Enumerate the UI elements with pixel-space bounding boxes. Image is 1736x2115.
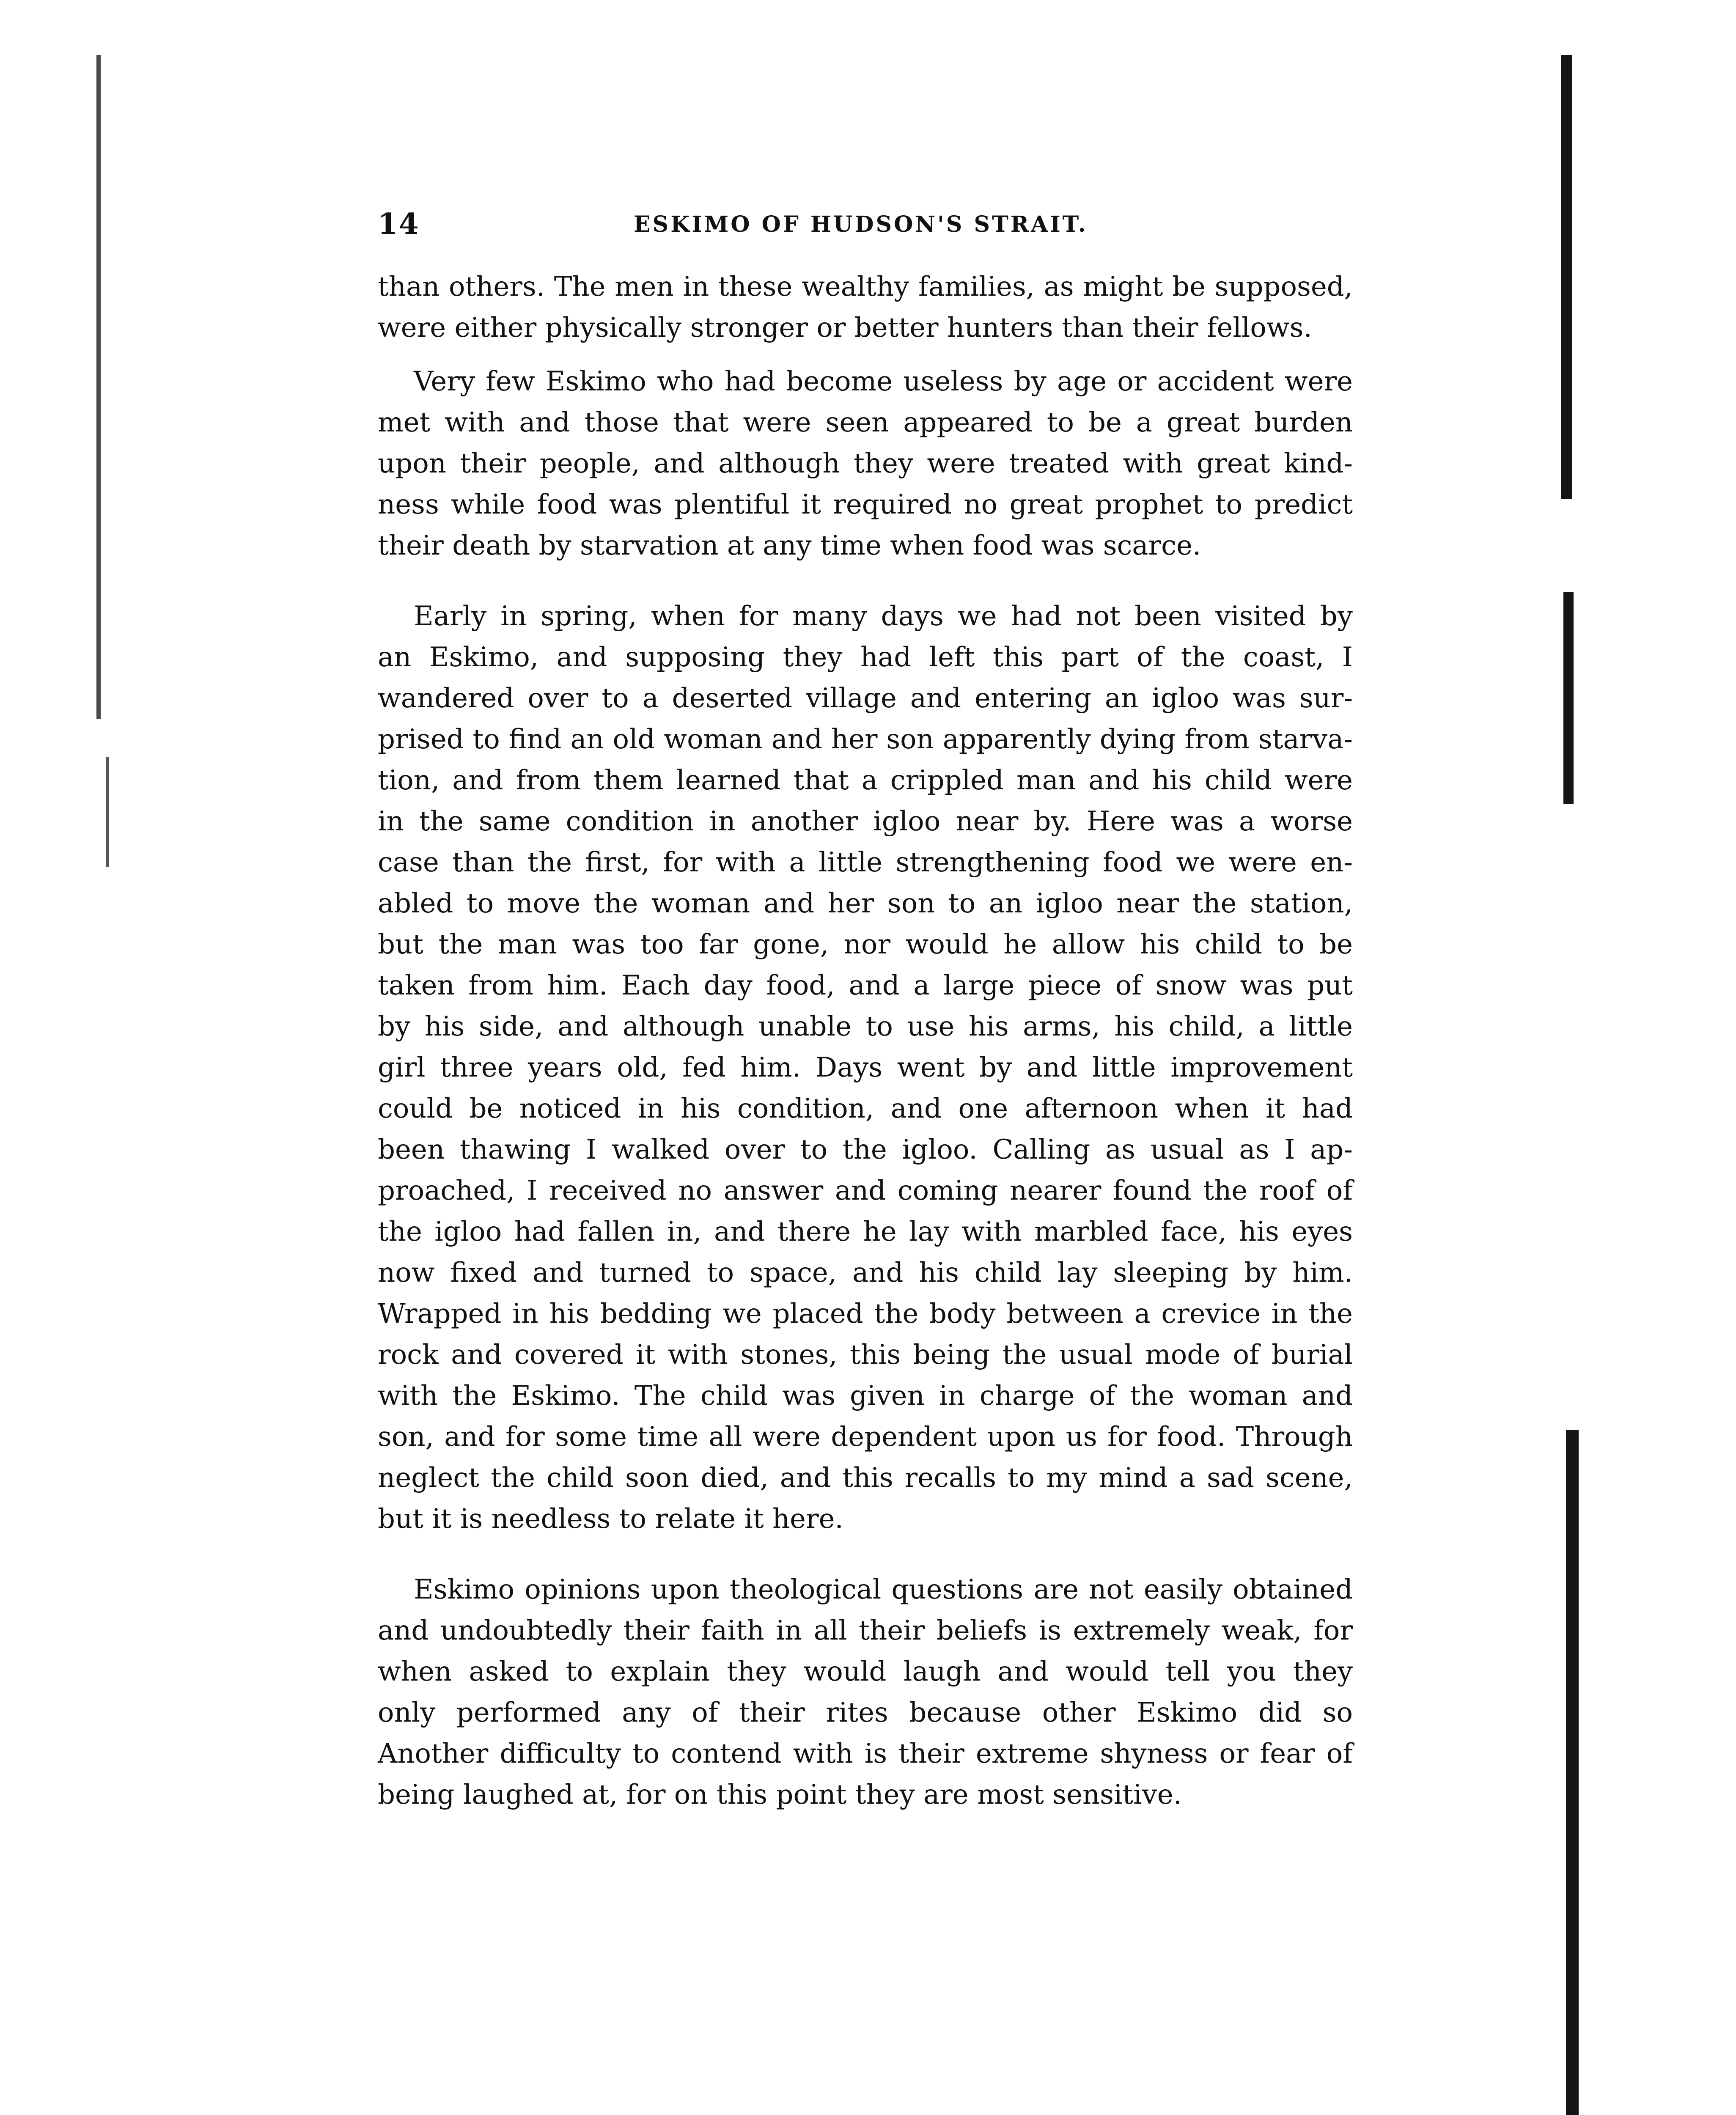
scan-edge-artifact-right-bottom [1566,1430,1579,2115]
text-line: case than the first, for with a little strengthening food we were en- [378,847,1353,878]
text-line: when asked to explain they would laugh and would tell you they [378,1656,1353,1687]
page-header [378,207,1355,241]
text-line: rock and covered it with stones, this being the usual mode of burial [378,1339,1353,1371]
text-line: taken from him. Each day food, and a large piece of snow was put [378,970,1353,1001]
paragraph [378,361,1353,566]
text-line: being laughed at, for on this point they are most sensitive. [378,1779,1182,1810]
paragraph-gap [378,349,1353,361]
paragraph-gap [378,566,1353,596]
text-line: prised to find an old woman and her son apparently dying from starva- [378,724,1353,755]
text-line: only performed any of their rites because other Eskimo did so [378,1697,1353,1728]
text-line: by his side, and although unable to use his arms, his child, a little [378,1011,1353,1042]
text-line: upon their people, and although they were treated with great kind- [378,448,1353,479]
text-line: with the Eskimo. The child was given in charge of the woman and [378,1380,1353,1412]
text-line: but the man was too far gone, nor would he allow his child to be [378,929,1353,960]
scan-edge-artifact-right-top [1561,55,1572,499]
text-line: than others. The men in these wealthy families, as might be supposed, [378,271,1353,302]
paragraph [378,266,1353,349]
text-line: now fixed and turned to space, and his child lay sleeping by him. [378,1257,1353,1288]
text-line: Another difficulty to contend with is their extreme shyness or fear of [378,1738,1353,1769]
text-line: the igloo had fallen in, and there he lay with marbled face, his eyes [378,1216,1353,1247]
running-title: ESKIMO OF HUDSON'S STRAIT. [634,212,1088,237]
text-line: proached, I received no answer and coming nearer found the roof of [378,1175,1353,1206]
text-line: girl three years old, fed him. Days went by and little improvement [378,1052,1353,1083]
text-line: neglect the child soon died, and this recalls to my mind a sad scene, [378,1462,1353,1494]
text-line: but it is needless to relate it here. [378,1503,843,1535]
paragraph [378,596,1353,1540]
text-line: wandered over to a deserted village and entering an igloo was sur- [378,683,1353,714]
text-line: their death by starvation at any time when food was scarce. [378,530,1201,561]
text-line: could be noticed in his condition, and one afternoon when it had [378,1093,1353,1124]
text-line: were either physically stronger or better hunters than their fellows. [378,312,1312,343]
body-text [378,266,1353,1816]
text-line: tion, and from them learned that a crippled man and his child were [378,765,1353,796]
text-line: been thawing I walked over to the igloo. Calling as usual as I ap- [378,1134,1353,1165]
scan-edge-artifact-right-middle [1563,592,1574,804]
text-line: ness while food was plentiful it required no great prophet to predict [378,489,1353,520]
text-line: met with and those that were seen appeared to be a great burden [378,407,1353,438]
text-line: and undoubtedly their faith in all their beliefs is extremely weak, for [378,1615,1353,1646]
paragraph [378,1569,1353,1816]
text-line: an Eskimo, and supposing they had left this part of the coast, I [378,642,1353,673]
text-line: Eskimo opinions upon theological questions are not easily obtained [414,1574,1353,1605]
text-line: in the same condition in another igloo near by. Here was a worse [378,806,1353,837]
text-line: Very few Eskimo who had become useless by age or accident were [414,366,1353,397]
text-line: son, and for some time all were dependent upon us for food. Through [378,1421,1353,1453]
paragraph-gap [378,1540,1353,1569]
scan-edge-artifact-left-lower [106,757,109,867]
text-line: Wrapped in his bedding we placed the body between a crevice in the [378,1298,1353,1329]
text-line: abled to move the woman and her son to an igloo near the station, [378,888,1353,919]
page-number: 14 [378,207,420,241]
scan-edge-artifact-left [96,55,101,719]
text-line: Early in spring, when for many days we had not been visited by [414,601,1353,632]
